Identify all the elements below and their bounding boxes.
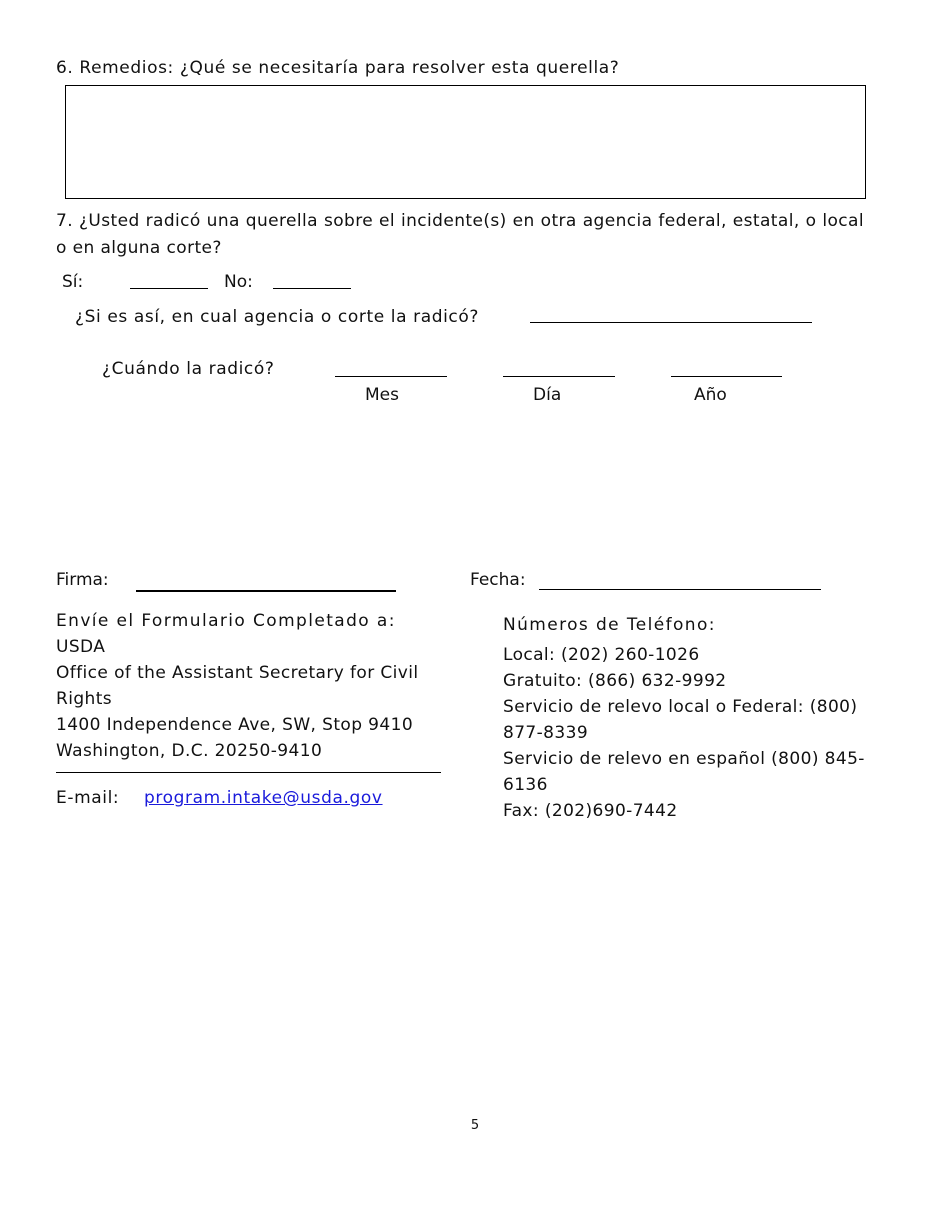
mailing-line: USDA — [56, 637, 106, 657]
agency-question: ¿Si es así, en cual agencia o corte la radicó? — [75, 307, 480, 327]
signature-label: Firma: — [56, 570, 109, 590]
phone-line: Servicio de relevo en español (800) 845- — [503, 749, 865, 769]
month-label: Mes — [365, 385, 399, 405]
question-7-text: 7. ¿Usted radicó una querella sobre el incidente(s) en otra agencia federal, estatal, o local o en alguna corte? — [56, 211, 864, 258]
year-answer-line[interactable] — [671, 376, 782, 377]
phone-line: Local: (202) 260-1026 — [503, 645, 700, 665]
date-line[interactable] — [539, 589, 821, 590]
agency-answer-line[interactable] — [530, 322, 812, 323]
date-label: Fecha: — [470, 570, 526, 590]
phone-line: Fax: (202)690-7442 — [503, 801, 678, 821]
mailing-address-block — [56, 608, 419, 764]
phones-heading: Números de Teléfono: — [503, 615, 716, 635]
question-6-label: 6. Remedios: ¿Qué se necesitaría para resolver esta querella? — [56, 58, 620, 78]
year-label: Año — [694, 385, 727, 405]
email-link[interactable]: program.intake@usda.gov — [144, 788, 383, 808]
signature-line[interactable] — [136, 590, 396, 592]
month-answer-line[interactable] — [335, 376, 447, 377]
mailing-line: Office of the Assistant Secretary for Civil — [56, 663, 419, 683]
mailing-heading: Envíe el Formulario Completado a: — [56, 611, 396, 631]
yes-answer-line[interactable] — [130, 288, 208, 289]
mailing-line: Rights — [56, 689, 113, 709]
phone-line: Servicio de relevo local o Federal: (800) — [503, 697, 858, 717]
phone-line: 877-8339 — [503, 723, 589, 743]
no-label: No: — [224, 272, 253, 292]
phone-numbers-block — [503, 612, 865, 824]
mailing-line: 1400 Independence Ave, SW, Stop 9410 — [56, 715, 414, 735]
phone-line: Gratuito: (866) 632-9992 — [503, 671, 727, 691]
yes-label: Sí: — [62, 272, 84, 292]
phone-line: 6136 — [503, 775, 548, 795]
day-answer-line[interactable] — [503, 376, 615, 377]
page-number: 5 — [470, 1118, 480, 1133]
no-answer-line[interactable] — [273, 288, 351, 289]
address-divider — [56, 772, 441, 773]
email-label: E-mail: — [56, 788, 120, 808]
remedies-answer-box[interactable] — [65, 85, 866, 199]
day-label: Día — [533, 385, 562, 405]
mailing-line: Washington, D.C. 20250-9410 — [56, 741, 323, 761]
when-question: ¿Cuándo la radicó? — [102, 359, 275, 379]
